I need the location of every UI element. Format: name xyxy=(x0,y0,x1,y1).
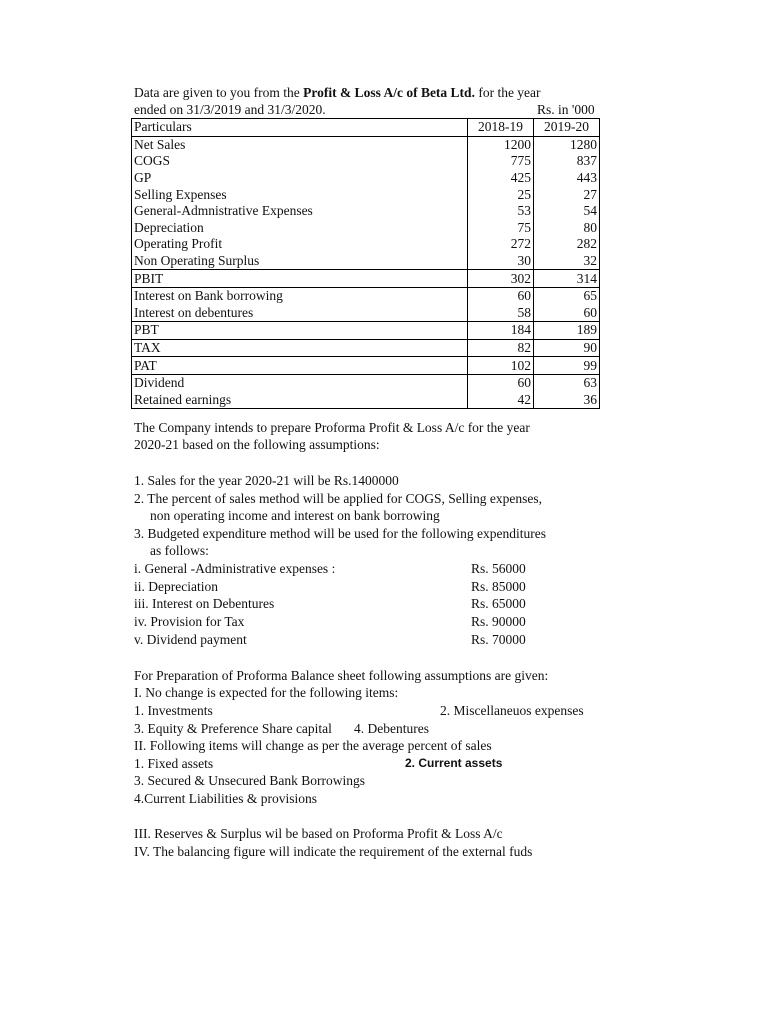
row-label: Dividend xyxy=(132,374,468,391)
row-value-2019-20: 63 xyxy=(534,374,600,391)
row-value-2019-20: 54 xyxy=(534,203,600,220)
row-value-2019-20: 443 xyxy=(534,170,600,187)
row-value-2018-19: 25 xyxy=(468,186,534,203)
intro-text: Data are given to you from the xyxy=(134,85,304,100)
change-item-1: 1. Fixed assets xyxy=(134,756,214,771)
assumption-3: 3. Budgeted expenditure method will be used for the following expenditures xyxy=(134,526,547,541)
row-value-2018-19: 102 xyxy=(468,357,534,375)
table-row xyxy=(132,374,600,391)
row-value-2018-19: 60 xyxy=(468,374,534,391)
row-label: Selling Expenses xyxy=(132,186,468,203)
assumption-2-cont: non operating income and interest on bank borrowing xyxy=(150,508,440,523)
row-label: COGS xyxy=(132,153,468,170)
row-value-2018-19: 272 xyxy=(468,236,534,253)
no-change-item-4: 4. Debentures xyxy=(354,721,429,736)
no-change-item-2: 2. Miscellaneuos expenses xyxy=(440,703,584,718)
proforma-intro-2: 2020-21 based on the following assumptions: xyxy=(134,437,380,452)
row-label: General-Admnistrative Expenses xyxy=(132,203,468,220)
row-value-2018-19: 302 xyxy=(468,270,534,288)
change-item-2: 2. Current assets xyxy=(405,756,503,770)
table-row xyxy=(132,136,600,153)
row-value-2018-19: 82 xyxy=(468,339,534,357)
no-change-heading: I. No change is expected for the following items: xyxy=(134,685,399,700)
row-value-2019-20: 65 xyxy=(534,287,600,304)
row-label: Operating Profit xyxy=(132,236,468,253)
table-row xyxy=(132,186,600,203)
row-value-2018-19: 30 xyxy=(468,253,534,270)
assumption-3-cont: as follows: xyxy=(150,543,209,558)
expenditure-item-label: v. Dividend payment xyxy=(134,632,247,647)
row-value-2018-19: 425 xyxy=(468,170,534,187)
row-value-2018-19: 775 xyxy=(468,153,534,170)
no-change-item-1: 1. Investments xyxy=(134,703,213,718)
table-row-tax xyxy=(132,339,600,357)
table-row xyxy=(132,305,600,322)
header-particulars: Particulars xyxy=(132,119,468,137)
row-value-2019-20: 60 xyxy=(534,305,600,322)
row-value-2019-20: 32 xyxy=(534,253,600,270)
units-label: Rs. in '000 xyxy=(537,102,595,117)
header-2019-20: 2019-20 xyxy=(534,119,600,137)
expenditure-item-label: iii. Interest on Debentures xyxy=(134,596,275,611)
row-label: Depreciation xyxy=(132,220,468,237)
intro-line-1 xyxy=(134,84,541,101)
row-label: Non Operating Surplus xyxy=(132,253,468,270)
expenditure-item-amount: Rs. 70000 xyxy=(471,632,526,647)
assumption-2: 2. The percent of sales method will be applied for COGS, Selling expenses, xyxy=(134,491,543,506)
table-row xyxy=(132,153,600,170)
row-value-2018-19: 184 xyxy=(468,322,534,340)
row-value-2018-19: 60 xyxy=(468,287,534,304)
table-row xyxy=(132,392,600,409)
table-row-pat xyxy=(132,357,600,375)
table-row xyxy=(132,287,600,304)
row-value-2019-20: 314 xyxy=(534,270,600,288)
table-header-row xyxy=(132,119,600,137)
expenditure-item-label: iv. Provision for Tax xyxy=(134,614,245,629)
row-value-2019-20: 282 xyxy=(534,236,600,253)
table-row xyxy=(132,203,600,220)
header-2018-19: 2018-19 xyxy=(468,119,534,137)
row-label: GP xyxy=(132,170,468,187)
row-value-2019-20: 90 xyxy=(534,339,600,357)
table-row xyxy=(132,236,600,253)
reserves-note: III. Reserves & Surplus wil be based on Proforma Profit & Loss A/c xyxy=(134,826,503,841)
expenditure-item-amount: Rs. 85000 xyxy=(471,579,526,594)
intro-text-end: for the year xyxy=(474,85,541,100)
row-value-2019-20: 27 xyxy=(534,186,600,203)
expenditure-item-amount: Rs. 56000 xyxy=(471,561,526,576)
row-value-2019-20: 837 xyxy=(534,153,600,170)
row-label: PBT xyxy=(132,322,468,340)
row-value-2018-19: 75 xyxy=(468,220,534,237)
proforma-intro-1: The Company intends to prepare Proforma Profit & Loss A/c for the year xyxy=(134,420,530,435)
row-value-2018-19: 58 xyxy=(468,305,534,322)
expenditure-item-label: ii. Depreciation xyxy=(134,579,218,594)
row-value-2019-20: 36 xyxy=(534,392,600,409)
table-row-pbt xyxy=(132,322,600,340)
expenditure-item-amount: Rs. 90000 xyxy=(471,614,526,629)
row-label: Net Sales xyxy=(132,136,468,153)
balancing-note: IV. The balancing figure will indicate the requirement of the external fuds xyxy=(134,844,533,859)
change-heading: II. Following items will change as per the average percent of sales xyxy=(134,738,492,753)
balance-sheet-intro: For Preparation of Proforma Balance sheet following assumptions are given: xyxy=(134,668,549,683)
expenditure-item-amount: Rs. 65000 xyxy=(471,596,526,611)
table-row-pbit xyxy=(132,270,600,288)
row-value-2019-20: 80 xyxy=(534,220,600,237)
table-row xyxy=(132,220,600,237)
no-change-item-3: 3. Equity & Preference Share capital xyxy=(134,721,332,736)
intro-line-2: ended on 31/3/2019 and 31/3/2020. xyxy=(134,102,326,117)
row-label: Retained earnings xyxy=(132,392,468,409)
assumption-1: 1. Sales for the year 2020-21 will be Rs.1400000 xyxy=(134,473,399,488)
company-title: Profit & Loss A/c of Beta Ltd. xyxy=(303,85,475,100)
expenditure-item-label: i. General -Administrative expenses : xyxy=(134,561,336,576)
row-label: PBIT xyxy=(132,270,468,288)
row-value-2018-19: 1200 xyxy=(468,136,534,153)
row-value-2018-19: 53 xyxy=(468,203,534,220)
profit-loss-table xyxy=(131,118,600,409)
row-label: Interest on Bank borrowing xyxy=(132,287,468,304)
change-item-3: 3. Secured & Unsecured Bank Borrowings xyxy=(134,773,365,788)
table-row xyxy=(132,170,600,187)
row-value-2019-20: 189 xyxy=(534,322,600,340)
row-value-2019-20: 1280 xyxy=(534,136,600,153)
row-label: TAX xyxy=(132,339,468,357)
row-label: Interest on debentures xyxy=(132,305,468,322)
row-value-2018-19: 42 xyxy=(468,392,534,409)
change-item-4: 4.Current Liabilities & provisions xyxy=(134,791,317,806)
row-label: PAT xyxy=(132,357,468,375)
table-row xyxy=(132,253,600,270)
row-value-2019-20: 99 xyxy=(534,357,600,375)
